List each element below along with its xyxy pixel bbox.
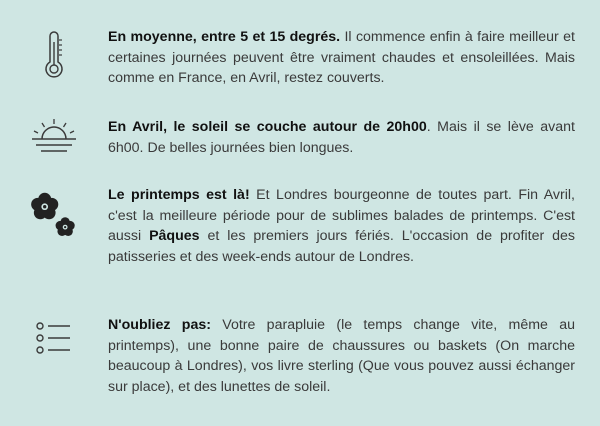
- thermometer-icon: [28, 30, 80, 80]
- easter-highlight: Pâques: [149, 228, 200, 244]
- flowers-icon: [28, 188, 80, 244]
- temperature-heading: En moyenne, entre 5 et 15 degrés.: [108, 29, 341, 45]
- sunset-icon: [28, 117, 80, 157]
- sunset-body: . Mais il se lève avant 6h00. De belles journées bien longues.: [108, 119, 575, 156]
- spring-body-1: Et Londres bourgeonne de toutes part. Fin Avril, c'est la meilleure période pour de sublimes balades de printemps. C'est aussi: [108, 187, 575, 244]
- spring-paragraph: [108, 185, 575, 267]
- spring-body-2: et les premiers jours fériés. L'occasion de profiter des patisseries et des week-ends autour de Londres.: [108, 228, 576, 265]
- reminder-body: Votre parapluie (le temps change vite, même au printemps), une bonne paire de chaussures ou baskets (On marche beaucoup à Londres), vos livre sterling (Que vous pouvez aussi échanger sur place), et des lunettes de soleil.: [108, 317, 575, 395]
- list-icon: [28, 320, 80, 356]
- sunset-paragraph: [108, 117, 575, 158]
- sunset-heading: En Avril, le soleil se couche autour de 20h00: [108, 119, 427, 135]
- spring-heading: Le printemps est là!: [108, 187, 250, 203]
- temperature-body: Il commence enfin à faire meilleur et certaines journées peuvent être vraiment chaudes et ensoleillées. Mais comme en France, en Avril, restez couverts.: [108, 29, 575, 86]
- reminder-heading: N'oubliez pas:: [108, 317, 211, 333]
- reminder-paragraph: [108, 315, 575, 397]
- temperature-paragraph: [108, 27, 575, 89]
